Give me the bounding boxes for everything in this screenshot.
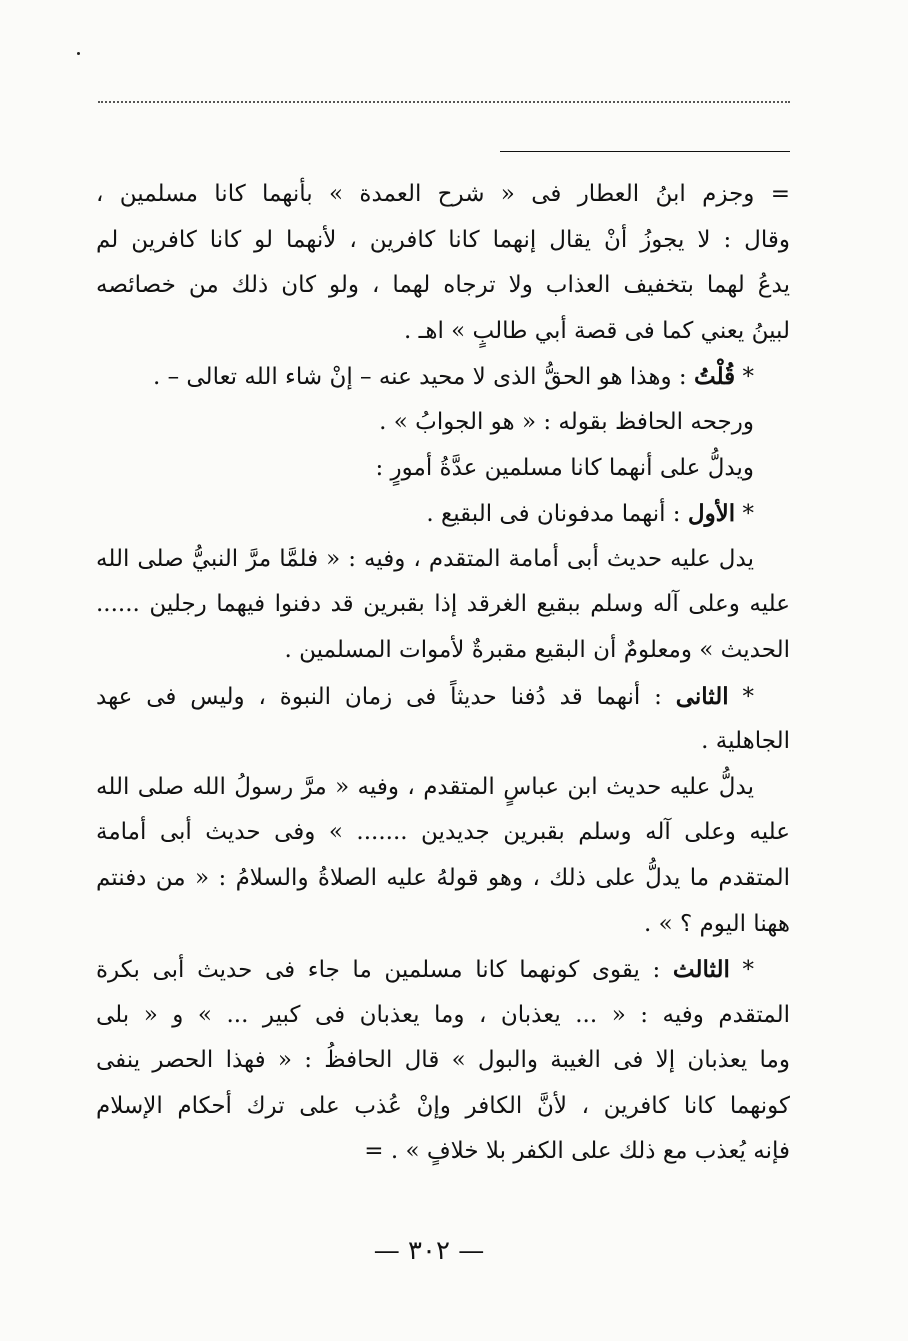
section-heading: الثالث bbox=[672, 956, 730, 984]
text-span: : أنهما قد دُفنا حديثاً فى زمان النبوة ، وليس فى عهد bbox=[96, 683, 676, 710]
text-line: فإنه يُعذب مع ذلك على الكفر بلا خلافٍ » . = bbox=[364, 1138, 790, 1165]
text-span: : يقوى كونهما كانا مسلمين ما جاء فى حديث أبى بكرة bbox=[96, 957, 673, 984]
text-line: وقال : لا يجوزُ أنْ يقال إنهما كانا كافرين ، لأنهما لو كانا كافرين لم bbox=[96, 226, 790, 253]
text-line: يدعُ لهما بتخفيف العذاب ولا ترجاه لهما ، ولو كان ذلك من خصائصه bbox=[96, 272, 790, 299]
page-number: — ٣٠٢ — bbox=[373, 1236, 485, 1266]
text-line: وما يعذبان إلا فى الغيبة والبول » قال الحافظُ : « فهذا الحصر ينفى bbox=[96, 1047, 790, 1074]
text-line: المتقدم وفيه : « ... يعذبان ، وما يعذبان فى كبير ... » و « بلى bbox=[96, 1001, 790, 1028]
text-span: : أنهما مدفونان فى البقيع . bbox=[426, 501, 688, 528]
text-line bbox=[96, 491, 790, 537]
section-marker: * bbox=[735, 364, 754, 391]
text-line: لبينُ يعني كما فى قصة أبي طالبٍ » اهـ . bbox=[403, 317, 790, 344]
section-marker: * bbox=[728, 683, 754, 710]
section-marker: * bbox=[729, 957, 754, 984]
section-heading: قُلْتُ bbox=[693, 363, 736, 391]
section-marker: * bbox=[735, 501, 754, 528]
section-heading: الأول bbox=[687, 500, 736, 528]
text-span: : وهذا هو الحقُّ الذى لا محيد عنه – إنْ شاء الله تعالى – . bbox=[152, 364, 694, 391]
text-line: يدلُّ عليه حديث ابن عباسٍ المتقدم ، وفيه « مرَّ رسولُ الله صلى الله bbox=[96, 773, 754, 800]
text-line bbox=[96, 354, 790, 400]
text-line: عليه وعلى آله وسلم بقبرين جديدين ....... » وفى حديث أبى أمامة bbox=[96, 819, 790, 846]
text-line: المتقدم ما يدلُّ على ذلك ، وهو قولهُ عليه الصلاةُ والسلامُ : « من دفنتم bbox=[96, 864, 790, 891]
text-line: الحديث » ومعلومٌ أن البقيع مقبرةٌ لأموات المسلمين . bbox=[284, 636, 790, 663]
text-line: الجاهلية . bbox=[701, 728, 790, 755]
text-line: يدل عليه حديث أبى أمامة المتقدم ، وفيه : « فلمَّا مرَّ النبيُّ صلى الله bbox=[96, 545, 754, 572]
section-heading: الثانى bbox=[675, 682, 729, 710]
text-line: عليه وعلى آله وسلم ببقيع الغرقد إذا بقبرين قد دفنوا فيهما رجلين ...... bbox=[96, 591, 790, 618]
text-line: = وجزم ابنُ العطار فى « شرح العمدة » بأنهما كانا مسلمين ، bbox=[96, 181, 790, 207]
footnote-rule bbox=[500, 151, 790, 152]
text-line bbox=[96, 947, 790, 993]
text-line: ويدلُّ على أنهما كانا مسلمين عدَّةُ أمورٍ : bbox=[375, 454, 754, 481]
ink-speck bbox=[77, 52, 80, 55]
text-line bbox=[96, 674, 790, 720]
page-body bbox=[96, 172, 790, 1175]
text-line: كونهما كانا كافرين ، لأنَّ الكافر وإنْ عُذب على ترك أحكام الإسلام bbox=[96, 1092, 790, 1119]
dotted-separator bbox=[98, 101, 790, 103]
text-line: ورجحه الحافظ بقوله : « هو الجوابُ » . bbox=[379, 408, 754, 435]
text-line: ههنا اليوم ؟ » . bbox=[644, 910, 790, 937]
